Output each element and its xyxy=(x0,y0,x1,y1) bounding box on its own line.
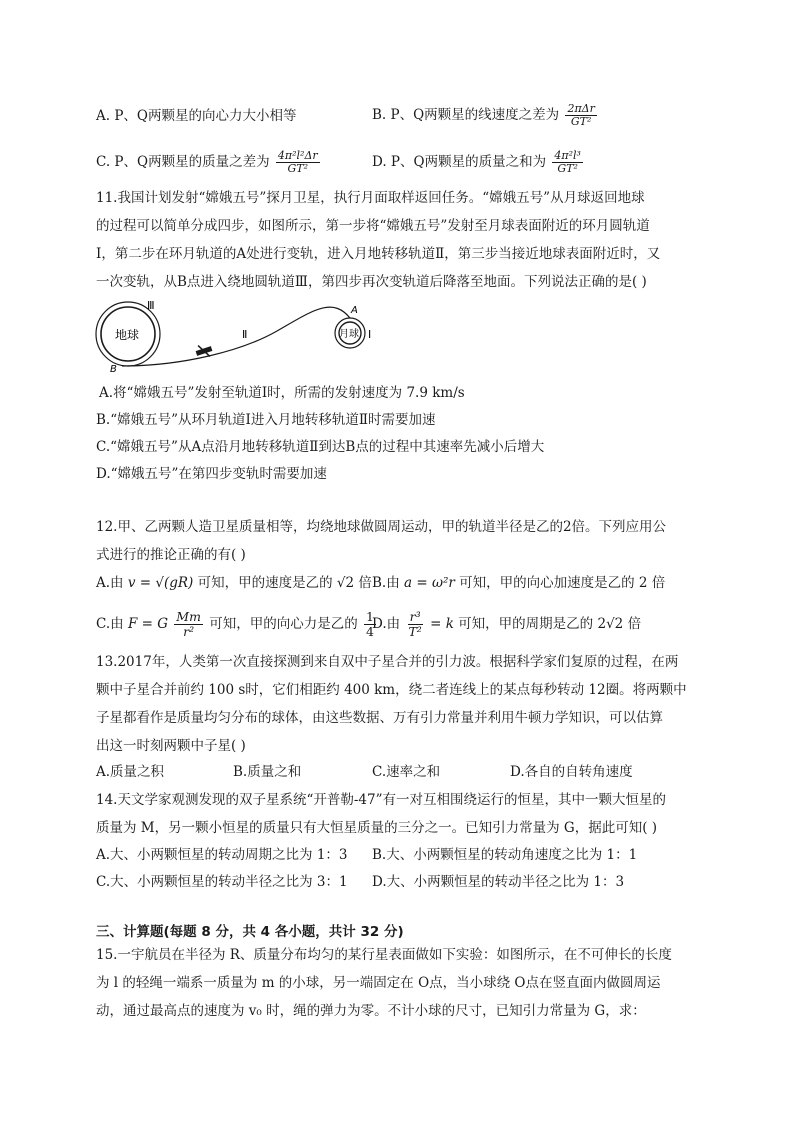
q14-line-2: 质量为 M，另一颗小恒星的质量只有大恒星质量的三分之一。已知引力常量为 G，据此可知( ) xyxy=(96,820,658,836)
q10-option-c xyxy=(96,150,322,175)
moon-label: 月球 xyxy=(339,329,359,340)
q13-line-1: 13.2017年，人类第一次直接探测到来自双中子星合并的引力波。根据科学家们复原的过程，在两 xyxy=(96,654,679,670)
q12-option-a xyxy=(96,574,372,592)
fraction-denominator: T² xyxy=(408,624,422,639)
q13-line-4: 出这一时刻两颗中子星( ) xyxy=(96,738,246,754)
q12-option-a-value: √2 xyxy=(336,575,355,591)
q10-option-a: A. P、Q两颗星的向心力大小相等 xyxy=(96,108,297,124)
q12-option-a-text: 可知，甲的速度是乙的 xyxy=(197,575,333,591)
fraction-denominator: r² xyxy=(183,624,195,639)
fraction-numerator: 4π²l²Δr xyxy=(277,149,318,162)
fraction-denominator: 4 xyxy=(366,624,374,639)
q12-option-d-formula-rhs: = k xyxy=(430,616,454,632)
q15-line-3: 动，通过最高点的速度为 v₀ 时，绳的弹力为零。不计小球的尺寸，已知引力常量为 G，求： xyxy=(96,1003,646,1019)
q12-option-d-end: 倍 xyxy=(627,616,642,632)
q11-option-d: D.“嫦娥五号”在第四步变轨时需要加速 xyxy=(96,466,327,482)
orbit-iii-label: Ⅲ xyxy=(147,299,155,312)
orbit-i-label: Ⅰ xyxy=(368,328,372,341)
fraction-numerator: 2πΔr xyxy=(567,102,595,115)
q11-line-4: 一次变轨，从B点进入绕地圆轨道Ⅲ，第四步再次变轨道后降落至地面。下列说法正确的是( ) xyxy=(96,274,647,290)
fraction-numerator: 4π²l³ xyxy=(554,149,581,162)
q10-option-b-text: B. P、Q两颗星的线速度之差为 xyxy=(372,107,560,123)
q10-option-b-fraction xyxy=(565,103,596,128)
fraction-denominator: GT² xyxy=(287,162,309,175)
q13-line-3: 子星都看作是质量均匀分布的球体，由这些数据、万有引力常量并利用牛顿力学知识，可以估算 xyxy=(96,710,663,726)
point-b-label: B xyxy=(110,364,117,375)
q12-option-c xyxy=(96,610,378,639)
q12-line-1: 12.甲、乙两颗人造卫星质量相等，均绕地球做圆周运动，甲的轨道半径是乙的2倍。下列应用公 xyxy=(96,519,667,535)
q11-option-c: C.“嫦娥五号”从A点沿月地转移轨道Ⅱ到达B点的过程中其速率先减小后增大 xyxy=(96,439,545,455)
q14-line-1: 14.天文学家观测发现的双子星系统“开普勒-47”有一对互相围绕运行的恒星，其中一颗大恒星的 xyxy=(96,792,667,808)
transfer-orbit-ii xyxy=(122,307,350,366)
q10-option-c-text: C. P、Q两颗星的质量之差为 xyxy=(96,154,270,170)
fraction-denominator: GT² xyxy=(557,162,578,175)
q14-option-a: A.大、小两颗恒星的转动周期之比为 1：3 xyxy=(96,847,348,863)
q12-option-d-prefix: D.由 xyxy=(372,616,401,632)
q12-option-b xyxy=(372,574,665,592)
q11-option-b: B.“嫦娥五号”从环月轨道Ⅰ进入月地转移轨道Ⅱ时需要加速 xyxy=(96,412,436,428)
q12-option-b-text: 可知，甲的向心加速度是乙的 2 倍 xyxy=(459,575,666,591)
q11-line-2: 的过程可以简单分成四步，如图所示，第一步将“嫦娥五号”发射至月球表面附近的环月圆轨道 xyxy=(96,218,650,234)
q11-line-3: Ⅰ，第二步在环月轨道的A处进行变轨，进入月地转移轨道Ⅱ，第三步当接近地球表面附近时，又 xyxy=(96,246,661,262)
q12-option-c-prefix: C.由 xyxy=(96,616,124,632)
q12-option-c-formula-lhs: F = G xyxy=(127,616,168,632)
earth-label: 地球 xyxy=(115,328,140,342)
q10-option-d-text: D. P、Q两颗星的质量之和为 xyxy=(372,154,547,170)
q15-line-2: 为 l 的轻绳一端系一质量为 m 的小球，另一端固定在 O点，当小球绕 O点在竖直面内做圆周运 xyxy=(96,975,661,991)
q10-option-b xyxy=(372,103,599,128)
q12-option-c-text: 可知，甲的向心力是乙的 xyxy=(209,616,358,632)
fraction-numerator: r³ xyxy=(409,609,421,624)
q14-option-c: C.大、小两颗恒星的转动半径之比为 3：1 xyxy=(96,874,348,890)
q14-option-b: B.大、小两颗恒星的转动角速度之比为 1：1 xyxy=(372,847,638,863)
q11-option-a: A.将“嫦娥五号”发射至轨道Ⅰ时，所需的发射速度为 7.9 km/s xyxy=(99,385,465,401)
q12-option-a-formula: v = √(gR) xyxy=(127,575,194,591)
orbit-diagram xyxy=(92,296,392,376)
q10-option-c-fraction xyxy=(276,150,320,175)
q12-option-b-prefix: B.由 xyxy=(372,575,400,591)
q10-option-d-fraction xyxy=(552,150,583,175)
q13-option-b: B.质量之和 xyxy=(233,764,302,780)
q13-option-a: A.质量之积 xyxy=(96,764,165,780)
fraction-numerator: Mm xyxy=(176,609,201,624)
q14-option-d: D.大、小两颗恒星的转动半径之比为 1：3 xyxy=(372,874,625,890)
q12-option-d-formula-fraction xyxy=(406,610,423,639)
section-heading: 三、计算题(每题 8 分，共 4 各小题，共计 32 分) xyxy=(96,924,404,940)
q12-option-d-value: 2√2 xyxy=(597,616,624,632)
q12-option-b-formula: a = ω²r xyxy=(404,575,455,591)
q12-option-d xyxy=(372,610,641,639)
orbit-ii-label: Ⅱ xyxy=(242,328,248,341)
fraction-numerator: 1 xyxy=(366,609,374,624)
q10-option-d xyxy=(372,150,585,175)
fraction-denominator: GT² xyxy=(570,115,592,128)
q11-line-1: 11.我国计划发射“嫦娥五号”探月卫星，执行月面取样返回任务。“嫦娥五号”从月球返回地球 xyxy=(96,190,645,206)
q12-option-a-end: 倍 xyxy=(358,575,372,591)
q12-option-d-text: 可知，甲的周期是乙的 xyxy=(458,616,594,632)
q13-option-d: D.各自的自转角速度 xyxy=(510,764,633,780)
q15-line-1: 15.一宇航员在半径为 R、质量分布均匀的某行星表面做如下实验：如图所示，在不可伸长的长度 xyxy=(96,947,672,963)
q13-option-c: C.速率之和 xyxy=(372,764,441,780)
q12-line-2: 式进行的推论正确的有( ) xyxy=(96,547,246,563)
point-a-label: A xyxy=(351,305,358,316)
q13-line-2: 颗中子星合并前约 100 s时，它们相距约 400 km，绕二者连线上的某点每秒转动 12圈。将两颗中 xyxy=(96,682,687,698)
q12-option-a-prefix: A.由 xyxy=(96,575,124,591)
q12-option-c-formula-fraction xyxy=(174,610,203,639)
